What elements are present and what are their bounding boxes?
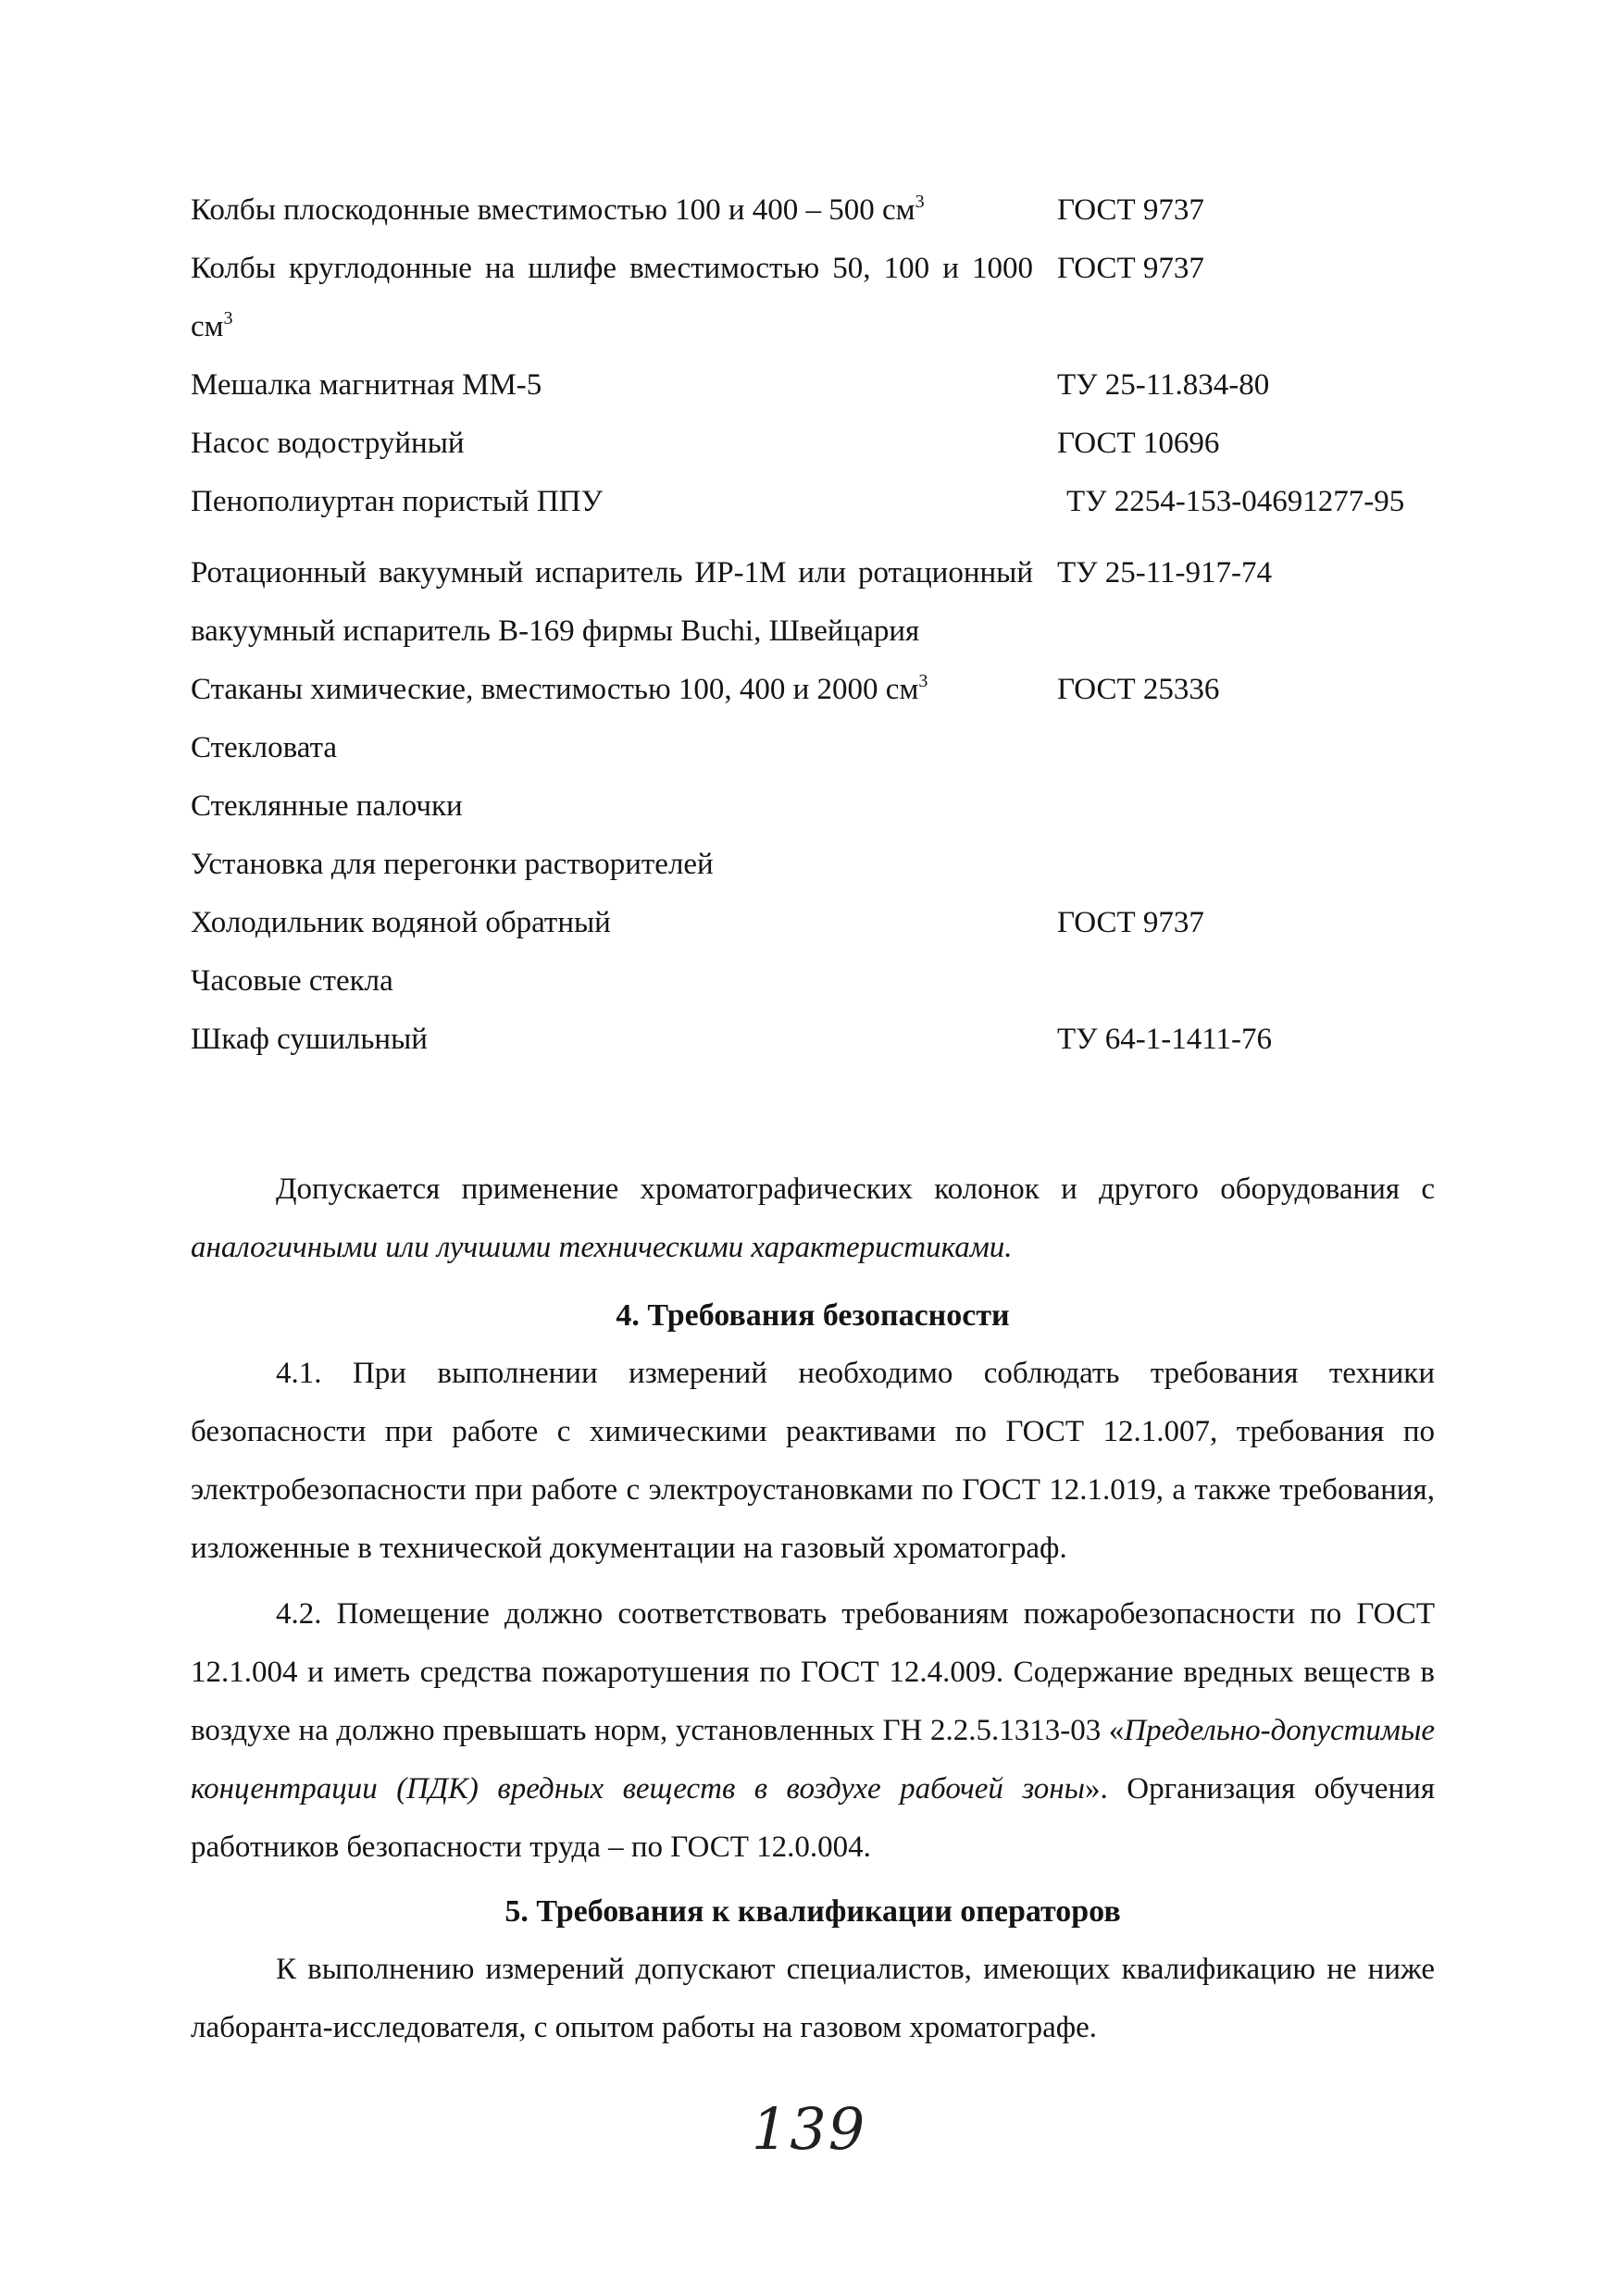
equipment-name: Холодильник водяной обратный xyxy=(191,906,611,939)
page-number: 139 xyxy=(751,2095,867,2163)
equipment-standard: ГОСТ 9737 xyxy=(1057,906,1204,939)
equipment-name: Пенополиуртан пористый ППУ xyxy=(191,485,603,518)
equipment-note xyxy=(191,1160,1435,1277)
equipment-name: Колбы плоскодонные вместимостью 100 и 400 – 500 см xyxy=(191,193,915,227)
equipment-row xyxy=(191,544,1450,661)
equipment-row xyxy=(191,836,1450,894)
equipment-list xyxy=(191,181,1450,1069)
equipment-name: Насос водоструйный xyxy=(191,427,465,460)
equipment-standard: ТУ 64-1-1411-76 xyxy=(1057,1023,1273,1056)
equipment-name: Мешалка магнитная ММ-5 xyxy=(191,368,542,402)
section-5-paragraph-1: К выполнению измерений допускают специалистов, имеющих квалификацию не ниже лаборанта-исследователя, с опытом работы на газовом хроматографе. xyxy=(191,1953,1435,2044)
section-4-heading: 4. Требования безопасности xyxy=(616,1298,1010,1333)
paragraph-text: ». Организация обучения работников безопасности труда – по ГОСТ 12.0.004. xyxy=(191,1772,1435,1864)
equipment-row xyxy=(191,356,1450,415)
section-4-paragraph-1: 4.1. При выполнении измерений необходимо соблюдать требования техники безопасности при работе с химическими реактивами по ГОСТ 12.1.007, требования по электробезопасности при работе с электроустановками по ГОСТ 12.1.019, а также требования, изложенные в технической документации на газовый хроматограф. xyxy=(191,1357,1435,1565)
equipment-standard: ГОСТ 25336 xyxy=(1057,673,1220,706)
equipment-standard: ГОСТ 9737 xyxy=(1057,193,1204,227)
note-text: Допускается применение хроматографических колонок и другого оборудования с xyxy=(276,1173,1435,1206)
section-5-heading: 5. Требования к квалификации операторов xyxy=(504,1894,1121,1929)
equipment-name: Шкаф сушильный xyxy=(191,1023,428,1056)
superscript-3: 3 xyxy=(918,671,928,691)
equipment-standard: ГОСТ 10696 xyxy=(1057,427,1220,460)
equipment-standard: ГОСТ 9737 xyxy=(1057,252,1204,285)
equipment-name: Часовые стекла xyxy=(191,964,393,998)
equipment-row xyxy=(191,1011,1450,1069)
paragraph-text-italic: Предельно-допустимые концентрации (ПДК) вредных веществ в воздухе рабочей зоны xyxy=(191,1714,1435,1806)
equipment-name: Стекловата xyxy=(191,731,338,764)
equipment-row xyxy=(191,661,1450,719)
equipment-row xyxy=(191,181,1450,240)
superscript-3: 3 xyxy=(223,308,233,329)
note-text-italic: аналогичными или лучшими техническими характеристиками. xyxy=(191,1231,1013,1264)
equipment-row xyxy=(191,473,1450,531)
paragraph-text: 4.2. Помещение должно соответствовать требованиям пожаробезопасности по ГОСТ 12.1.004 и иметь средства пожаротушения по ГОСТ 12.4.009. Содержание вредных веществ в воздухе на должно превышать норм, установленных ГН 2.2.5.1313-03 « xyxy=(191,1597,1435,1747)
section-4-paragraph-2 xyxy=(191,1585,1435,1877)
equipment-row xyxy=(191,719,1450,777)
equipment-row xyxy=(191,777,1450,836)
equipment-name: Установка для перегонки растворителей xyxy=(191,848,714,881)
equipment-name: Ротационный вакуумный испаритель ИР-1М или ротационный вакуумный испаритель В-169 фирмы Buchi, Швейцария xyxy=(191,556,1033,648)
superscript-3: 3 xyxy=(915,192,925,212)
equipment-name: Колбы круглодонные на шлифе вместимостью 50, 100 и 1000 см xyxy=(191,252,1033,343)
equipment-name: Стаканы химические, вместимостью 100, 400 и 2000 см xyxy=(191,673,919,706)
equipment-row xyxy=(191,952,1450,1011)
equipment-row xyxy=(191,415,1450,473)
equipment-standard: ТУ 25-11-917-74 xyxy=(1057,556,1273,590)
equipment-standard: ТУ 25-11.834-80 xyxy=(1057,368,1270,402)
equipment-standard: ТУ 2254-153-04691277-95 xyxy=(1066,485,1405,518)
equipment-row xyxy=(191,894,1450,952)
equipment-name: Стеклянные палочки xyxy=(191,789,463,823)
equipment-row xyxy=(191,240,1450,356)
